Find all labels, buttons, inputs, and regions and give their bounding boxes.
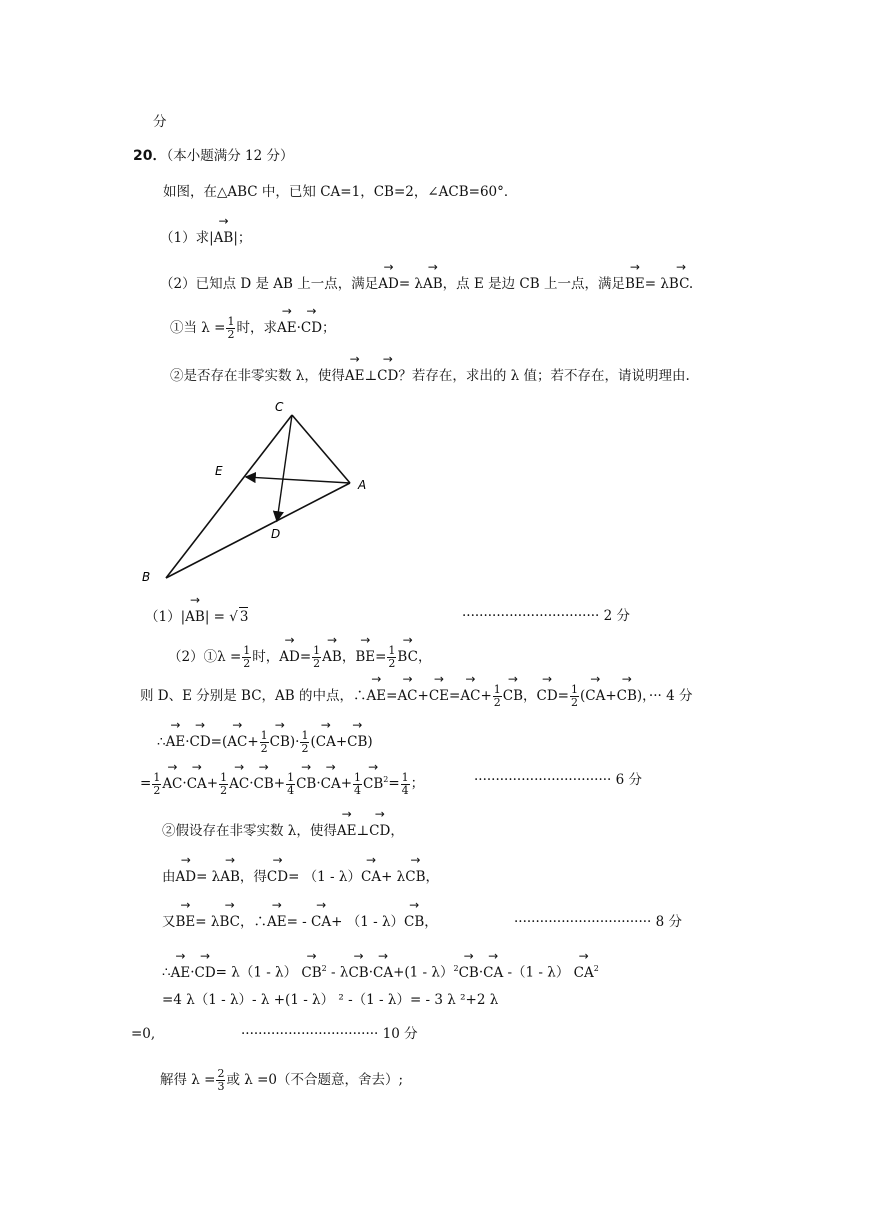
vec-ae-2: → AE (345, 367, 365, 385)
label-e: E (215, 464, 223, 478)
vec-cd-2: → CD (377, 367, 398, 385)
score-10-line (241, 1025, 418, 1043)
side-cb (166, 415, 292, 578)
vec-bc: → BC. (669, 275, 693, 293)
dots: ································ (514, 914, 652, 930)
q2a-tail: ； (322, 320, 336, 336)
question-2b: ②是否存在非零实数 λ，使得→ AE⊥→ CD？若存在，求出的 λ 值；若不存在，请说明理由. (170, 367, 690, 385)
question-1: （1）求|→ AB|； (160, 229, 251, 247)
vec-ab-3: → AB (185, 608, 205, 626)
answer-6: ②假设存在非零实数 λ，使得→ AE⊥→ CD， (162, 822, 404, 840)
q2-label: （2）已知点 D 是 AB 上一点，满足 (160, 276, 379, 292)
score-8-line (514, 913, 682, 931)
label-b: B (142, 570, 151, 584)
score-6-line (474, 771, 642, 789)
problem-header (133, 147, 294, 165)
q2b-lead: ②是否存在非零实数 λ，使得 (170, 368, 345, 384)
ans1-value: 3 (239, 609, 249, 625)
q2-end: = λ (644, 276, 669, 292)
q1-tail: ； (237, 230, 252, 246)
ans7-lead: 由 (162, 869, 176, 885)
ans2-lead: （2）① (168, 649, 218, 665)
problem-intro: 如图，在△ABC 中，已知 CA=1，CB=2，∠ACB=60°． (163, 184, 518, 200)
q2a-lead: ①当 λ = (170, 320, 226, 336)
ans3-lead: 则 D、E 分别是 BC，AB 的中点，∴ (140, 688, 367, 704)
q1-label: （1）求 (160, 230, 210, 246)
ans12-tail: 或 λ =0（不合题意，舍去）; (226, 1072, 404, 1088)
score-10: 10 分 (382, 1026, 418, 1042)
score-2-line (462, 607, 630, 625)
answer-8: 又→ BE= λ→ BC，∴→ AE= - → CA+ （1 - λ）→ CB， (162, 913, 438, 931)
label-a: A (358, 478, 367, 492)
q2-mid1: = λ (398, 276, 423, 292)
dots: ································ (462, 608, 600, 624)
score-2: 2 分 (603, 608, 631, 624)
fraction-half: $\frac{1}{2}$ (227, 315, 235, 341)
score-6: 6 分 (615, 772, 643, 788)
ans8-lead: 又 (162, 914, 176, 930)
vec-be: → BE (625, 275, 645, 293)
answer-11: =0, (131, 1026, 156, 1042)
side-ca (292, 415, 350, 483)
score-4: 4 分 (666, 688, 693, 704)
label-d: D (271, 527, 281, 541)
ans1-label: （1） (145, 609, 181, 625)
vector-ae-arrow (246, 477, 350, 483)
ans6-lead: ②假设存在非零实数 λ，使得 (162, 823, 337, 839)
triangle-figure (130, 395, 370, 590)
answer-5: = $\frac{1}{2}$ → AC·→ CA+ $\frac{1}{2}$ → AC·→ CB+ $\frac{1}{4}$ → CB·→ CA+ $\frac{1}{4}$ → $CB^2=$ $\frac{1}{4}$ ； (140, 771, 424, 797)
dots: ································ (474, 772, 612, 788)
vec-ad: → AD (378, 275, 399, 293)
dots: ································ (241, 1026, 379, 1042)
vec-cd: → CD (301, 319, 322, 337)
q2b-tail: ？若存在，求出的 λ 值；若不存在，请说明理由. (398, 368, 690, 384)
ans12-lead: 解得 λ = (160, 1072, 216, 1088)
page-top-text: 分 (153, 114, 167, 130)
vec-ab: → AB (214, 229, 234, 247)
question-2 (160, 275, 693, 293)
question-2a: ①当 λ = $\frac{1}{2}$ 时，求→ AE·→ CD； (170, 316, 336, 341)
answer-9: ∴→ $AE\cdot\to CD= \lambda(1 - \lambda) \to CB^2 - \lambda\to CB\cdot\to CA+(1 - \lambda)^2\to CB\cdot\to$ CA $-(1 - \lambda) \to CA^2$ (162, 960, 599, 982)
vec-ae: → AE (277, 319, 297, 337)
problem-number: 20． (133, 148, 167, 164)
vec-ab-2: → AB (423, 275, 443, 293)
answer-4: ∴→ AE·→ CD=(→ AC+ $\frac{1}{2}$ → CB)· $\frac{1}{2}$ (→ CA+→ CB) (157, 730, 373, 755)
problem-meta: （本小题满分 12 分） (166, 148, 294, 164)
answer-7: 由→ AD= λ→ AB，得→ CD= （1 - λ）→ CA+ λ→ CB， (162, 868, 439, 886)
q2a-mid: 时，求 (236, 320, 277, 336)
answer-2: （2）①λ = $\frac{1}{2}$ 时，→ AD= $\frac{1}{2}$ → AB，→ BE= $\frac{1}{2}$ → BC， (168, 645, 431, 670)
ans7-mid: ，得 (239, 869, 267, 885)
side-ab (166, 483, 350, 578)
ans2-mid: 时， (252, 649, 280, 665)
label-c: C (275, 400, 284, 414)
answer-12: 解得 λ = $\frac{2}{3}$ 或 λ =0（不合题意，舍去）; (160, 1067, 404, 1093)
q2-mid2: ，点 E 是边 CB 上一点，满足 (442, 276, 625, 292)
score-8: 8 分 (655, 914, 683, 930)
answer-1: （1）|→ AB| = √ 3 (145, 607, 248, 626)
answer-10: =4 λ（1 - λ）- λ +(1 - λ） ² -（1 - λ）= - 3 λ ²+2 λ (162, 992, 499, 1008)
answer-3: 则 D、E 分别是 BC，AB 的中点，∴→ AE=→ AC+→ CE=→ AC+ $\frac{1}{2}$ → CB，→ CD= $\frac{1}{2}$ (→ CA+→ CB)，··· 4 分 (140, 684, 692, 709)
